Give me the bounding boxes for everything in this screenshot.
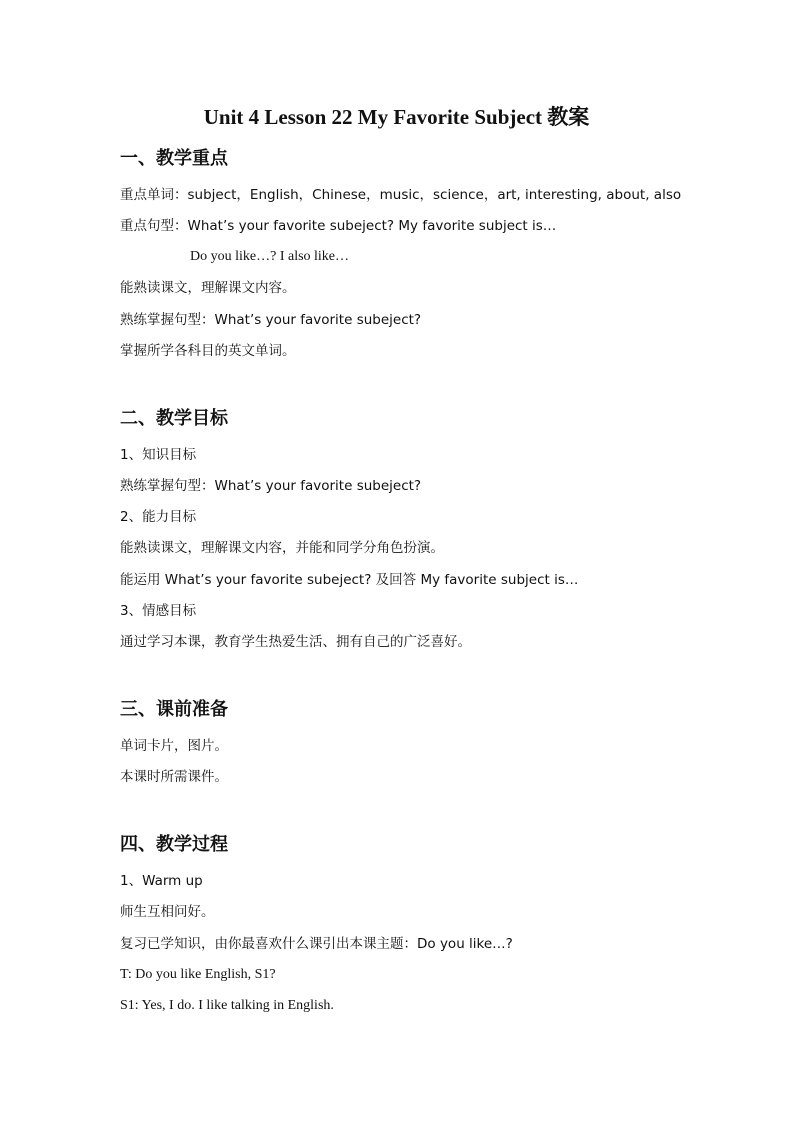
key-sentences-line: 重点句型：What’s your favorite subeject? My favorite subject is…	[120, 218, 557, 234]
greeting-line: 师生互相问好。	[120, 904, 215, 920]
knowledge-objective-line: 熟练掌握句型：What’s your favorite subeject?	[120, 478, 422, 494]
preparation-courseware-line: 本课时所需课件。	[120, 769, 228, 785]
knowledge-objective-label: 1、知识目标	[120, 447, 197, 463]
emotion-objective-line: 通过学习本课，教育学生热爱生活、拥有自己的广泛喜好。	[120, 634, 471, 650]
ability-objective-line-2: 能运用 What’s your favorite subeject? 及回答 My favorite subject is…	[120, 572, 579, 588]
section-heading-key-points: 一、教学重点	[120, 148, 228, 169]
key-words-line: 重点单词：subject，English，Chinese，music，science，art, interesting, about, also	[120, 187, 682, 203]
vocabulary-mastery-line: 掌握所学各科目的英文单词。	[120, 343, 296, 359]
preparation-cards-line: 单词卡片，图片。	[120, 738, 228, 754]
student-answer-line: S1: Yes, I do. I like talking in English.	[120, 998, 334, 1013]
teacher-question-line: T: Do you like English, S1?	[120, 967, 276, 982]
document-title: Unit 4 Lesson 22 My Favorite Subject 教案	[203, 105, 590, 129]
review-line: 复习已学知识，由你最喜欢什么课引出本课主题：Do you like…?	[120, 936, 513, 952]
warm-up-label: 1、Warm up	[120, 873, 203, 889]
sentence-mastery-line: 熟练掌握句型：What’s your favorite subeject?	[120, 312, 422, 328]
section-heading-procedure: 四、教学过程	[120, 834, 228, 855]
ability-objective-line-1: 能熟读课文，理解课文内容，并能和同学分角色扮演。	[120, 540, 444, 556]
reading-goal-line: 能熟读课文，理解课文内容。	[120, 280, 296, 296]
ability-objective-label: 2、能力目标	[120, 509, 197, 525]
section-heading-preparation: 三、课前准备	[120, 699, 228, 720]
key-sentences-line-2: Do you like…? I also like…	[190, 249, 350, 264]
emotion-objective-label: 3、情感目标	[120, 603, 197, 619]
section-heading-objectives: 二、教学目标	[120, 408, 228, 429]
